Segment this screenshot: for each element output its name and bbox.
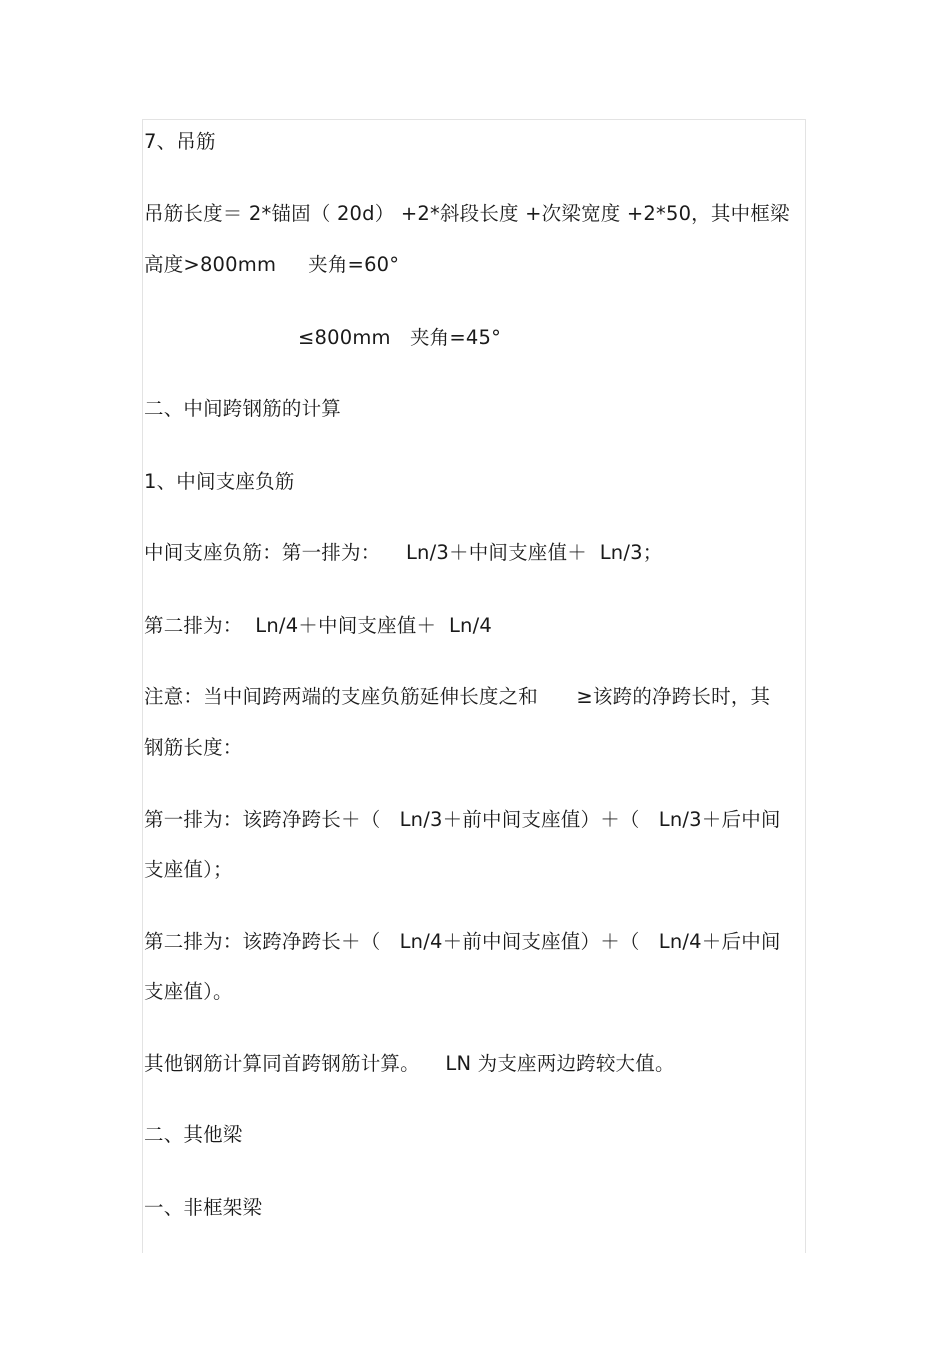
text-line-indented: ≤800mm 夹角=45° (298, 326, 502, 349)
text-line: 第一排为：该跨净跨长＋（ Ln/3＋前中间支座值）＋（ Ln/3＋后中间 (144, 808, 781, 831)
text-line: 注意：当中间跨两端的支座负筋延伸长度之和 ≥该跨的净跨长时，其 (144, 685, 771, 708)
text-line: 吊筋长度＝ 2*锚固（ 20d） +2*斜段长度 +次梁宽度 +2*50，其中框梁 (144, 202, 790, 225)
subsection-heading: 1、中间支座负筋 (144, 470, 295, 493)
text-line: 第二排为：该跨净跨长＋（ Ln/4＋前中间支座值）＋（ Ln/4＋后中间 (144, 930, 781, 953)
section-heading-hanger-bar: 7、吊筋 (144, 130, 216, 153)
text-line: 高度>800mm 夹角=60° (144, 253, 400, 276)
text-line: 支座值）； (144, 858, 233, 881)
section-heading-non-frame-beam: 一、非框架梁 (144, 1196, 263, 1219)
text-line: 支座值）。 (144, 980, 233, 1003)
text-line: 第二排为： Ln/4＋中间支座值＋ Ln/4 (144, 614, 492, 637)
text-line: 其他钢筋计算同首跨钢筋计算。 LN 为支座两边跨较大值。 (144, 1052, 675, 1075)
text-line: 钢筋长度： (144, 736, 243, 759)
text-line: 中间支座负筋：第一排为： Ln/3＋中间支座值＋ Ln/3； (144, 541, 663, 564)
section-heading-middle-span: 二、中间跨钢筋的计算 (144, 397, 342, 420)
section-heading-other-beams: 二、其他梁 (144, 1123, 243, 1146)
